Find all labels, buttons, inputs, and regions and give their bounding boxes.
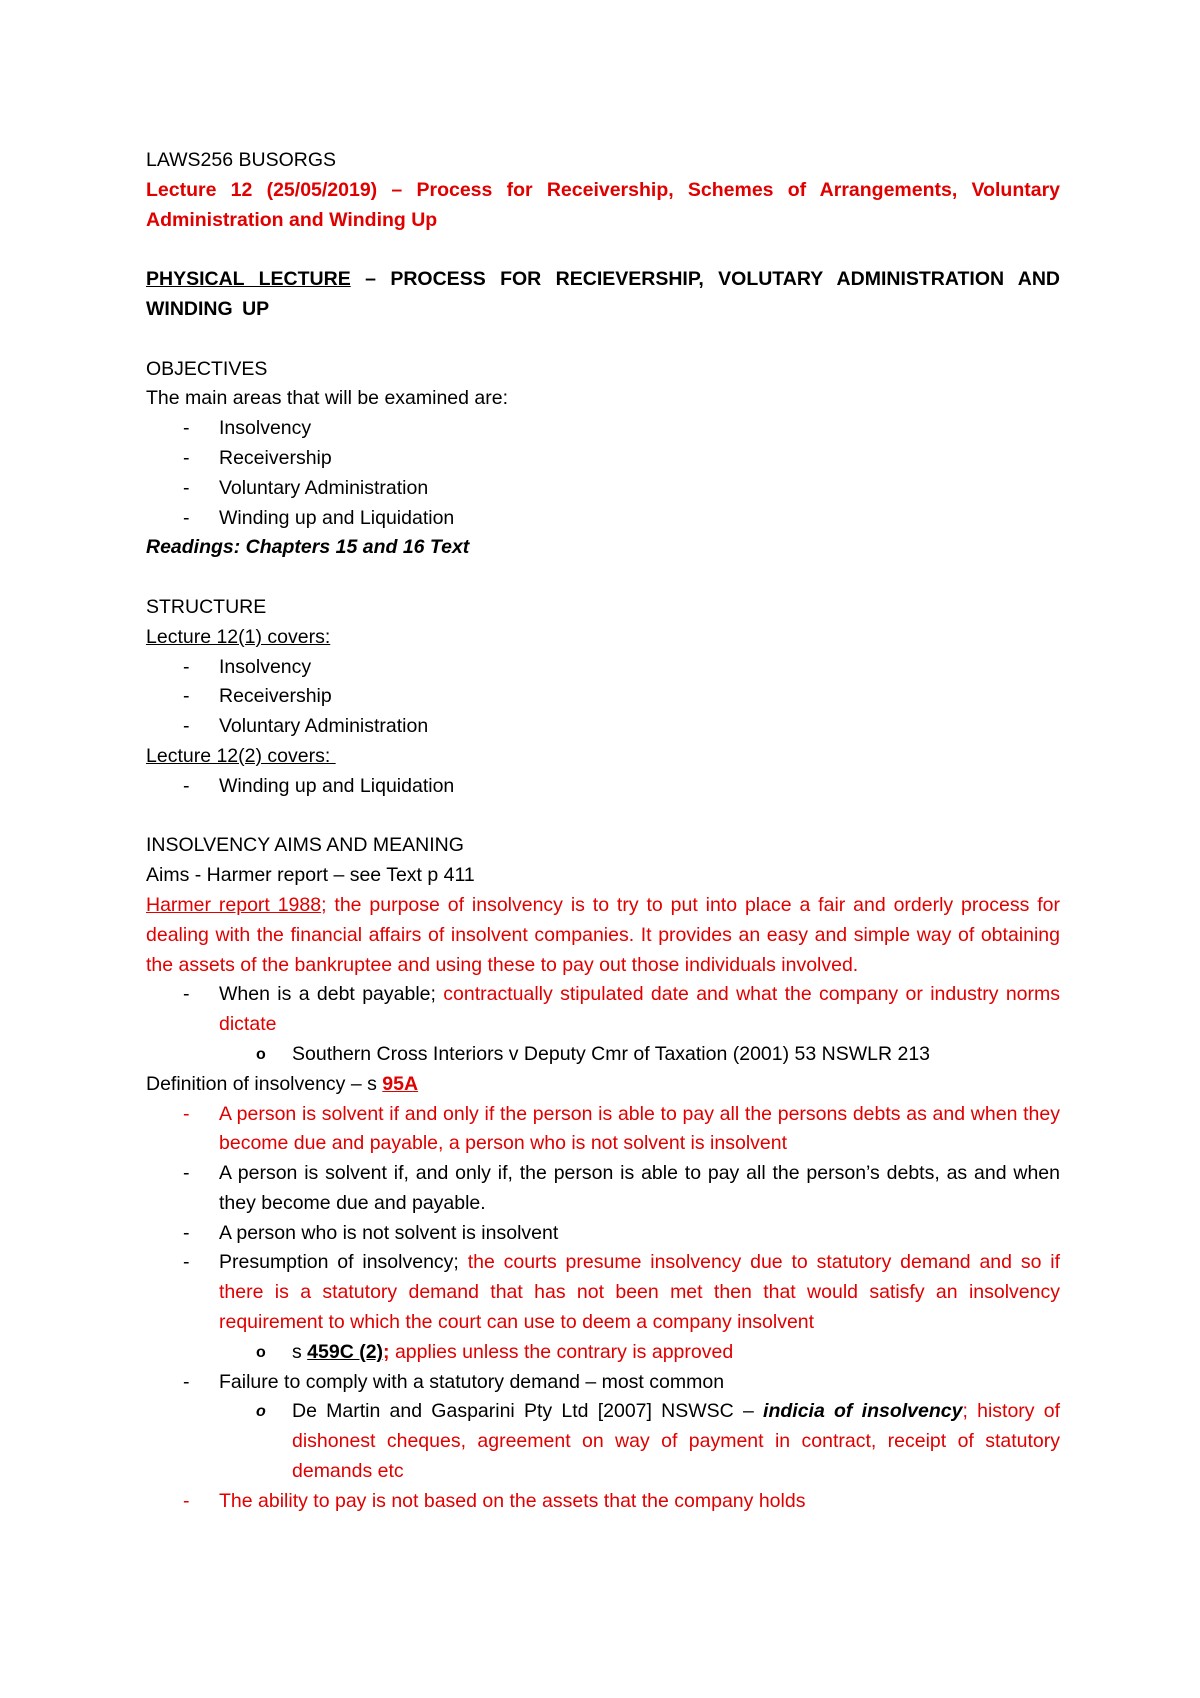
bullet-marker: - <box>183 417 190 440</box>
insolvency-heading: INSOLVENCY AIMS AND MEANING <box>146 834 464 857</box>
sub-bullet-marker: o <box>256 1045 266 1063</box>
insolvency-aims: Aims - Harmer report – see Text p 411 <box>146 864 475 887</box>
bullet-marker: - <box>183 476 190 499</box>
harmer-paragraph <box>146 891 1060 980</box>
presumption-sub-item: o s 459C (2); applies unless the contrary is approved <box>146 1338 1060 1368</box>
presumption-item: - Presumption of insolvency; the courts presume insolvency due to statutory demand and so if there is a statutory demand that has not been met then that would satisfy an insolvency requirement to which the court can use to deem a company insolvent <box>146 1248 1060 1337</box>
objectives-item: - Insolvency <box>146 414 1060 444</box>
section-link: 459C (2) <box>307 1340 384 1363</box>
definition-item: - A person who is not solvent is insolvent <box>146 1219 1060 1249</box>
definition-item: - A person is solvent if and only if the person is able to pay all the persons debts as and when they become due and payable, a person who is not solvent is insolvent <box>146 1100 1060 1160</box>
objectives-item: - Voluntary Administration <box>146 474 1060 504</box>
physical-lecture-label: PHYSICAL LECTURE <box>146 268 351 291</box>
structure-item: - Winding up and Liquidation <box>146 772 1060 802</box>
bullet-marker: - <box>183 506 190 529</box>
bullet-marker: - <box>183 774 190 797</box>
physical-lecture-rest: – PROCESS FOR RECIEVERSHIP, VOLUTARY ADMINISTRATION AND WINDING UP <box>146 268 1060 320</box>
ability-item: - The ability to pay is not based on the assets that the company holds <box>146 1487 1060 1517</box>
bullet-marker: - <box>183 715 190 738</box>
bullet-marker: - <box>183 1251 190 1274</box>
structure-part2-label: Lecture 12(2) covers: <box>146 744 336 767</box>
objectives-intro: The main areas that will be examined are: <box>146 387 509 410</box>
debt-case-item: o Southern Cross Interiors v Deputy Cmr of Taxation (2001) 53 NSWLR 213 <box>146 1040 1060 1070</box>
sub-bullet-marker: o <box>256 1403 266 1421</box>
definition-heading: Definition of insolvency – s 95A <box>146 1072 419 1095</box>
readings: Readings: Chapters 15 and 16 Text <box>146 536 470 559</box>
section-link: 95A <box>382 1072 419 1095</box>
objectives-heading: OBJECTIVES <box>146 357 268 380</box>
definition-item: - A person is solvent if, and only if, the person is able to pay all the person’s debts, as and when they become due and payable. <box>146 1159 1060 1219</box>
bullet-marker: - <box>183 446 190 469</box>
bullet-marker: - <box>183 655 190 678</box>
failure-item: - Failure to comply with a statutory demand – most common <box>146 1368 1060 1398</box>
physical-lecture-heading <box>146 265 1060 325</box>
structure-item: - Receivership <box>146 682 1060 712</box>
document-page <box>146 146 1060 1517</box>
lecture-title: Lecture 12 (25/05/2019) – Process for Receivership, Schemes of Arrangements, Voluntary Administration and Winding Up <box>146 178 1060 231</box>
objectives-item: - Receivership <box>146 444 1060 474</box>
structure-part1-label: Lecture 12(1) covers: <box>146 625 331 648</box>
debt-payable-item: - When is a debt payable; contractually stipulated date and what the company or industry norms dictate <box>146 980 1060 1040</box>
course-title: LAWS256 BUSORGS <box>146 149 337 171</box>
bullet-marker: - <box>183 1102 190 1125</box>
harmer-label: Harmer report 1988 <box>146 893 322 916</box>
bullet-marker: - <box>183 1489 190 1512</box>
demartin-item: o De Martin and Gasparini Pty Ltd [2007] NSWSC – indicia of insolvency; history of dishonest cheques, agreement on way of payment in contract, receipt of statutory demands etc <box>146 1397 1060 1486</box>
bullet-marker: - <box>183 685 190 708</box>
harmer-text: ; the purpose of insolvency is to try to put into place a fair and orderly process for dealing with the financial affairs of insolvent companies. It provides an easy and simple way of obtaining the assets of the bankruptee and using these to pay out those individuals involved. <box>146 893 1060 976</box>
sub-bullet-marker: o <box>256 1343 266 1361</box>
bullet-marker: - <box>183 1162 190 1185</box>
bullet-marker: - <box>183 1221 190 1244</box>
bullet-marker: - <box>183 1370 190 1393</box>
structure-heading: STRUCTURE <box>146 595 267 618</box>
objectives-item: - Winding up and Liquidation <box>146 504 1060 534</box>
bullet-marker: - <box>183 983 190 1006</box>
structure-item: - Voluntary Administration <box>146 712 1060 742</box>
structure-item: - Insolvency <box>146 653 1060 683</box>
